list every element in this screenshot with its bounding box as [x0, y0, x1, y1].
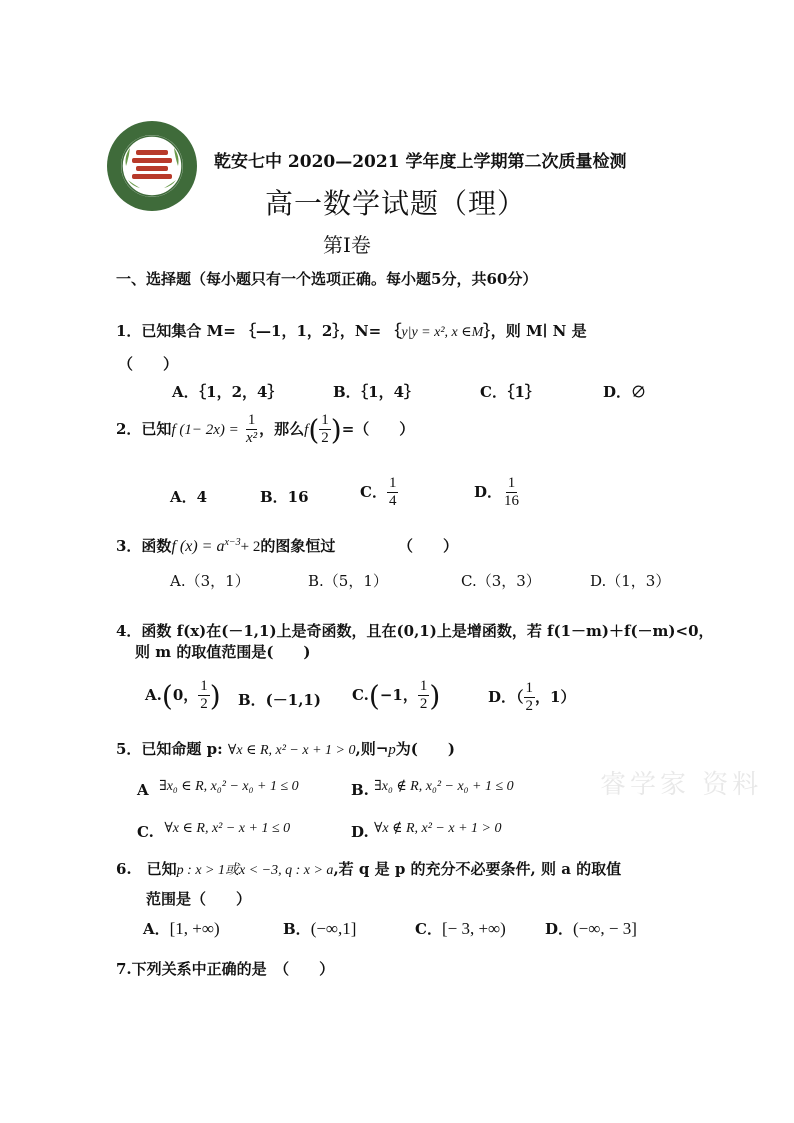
q2-option-c-frac: [387, 475, 399, 511]
q1-option-c: C．｛1｝: [480, 383, 540, 401]
q4-d-label: D．（: [488, 687, 524, 706]
q3-plus: + 2: [240, 539, 261, 555]
q4-c-paren-r: ): [429, 679, 441, 713]
school-logo-icon: [106, 120, 198, 212]
q5-math: ∀x ∈ R, x² − x + 1 > 0: [227, 743, 356, 758]
q5-stem-a: 5．已知命题 p:: [116, 740, 223, 758]
q3-stem-b: 的图象恒过: [260, 537, 336, 555]
q1-set: y|y = x², x ∈M: [401, 325, 484, 340]
question-6-line2: 范围是（ ）: [146, 890, 252, 908]
q6-b-label: B．: [283, 920, 311, 938]
q5-d-math: ∀x ∉ R, x² − x + 1 > 0: [373, 821, 502, 836]
q2-c-den: 4: [388, 493, 397, 510]
question-4-line2: 则 m 的取值范围是( ): [135, 643, 311, 661]
q1-option-a: A．｛1，2，4｝: [172, 383, 283, 401]
question-3-stem: [116, 535, 335, 556]
watermark: 睿学家 资料: [600, 770, 763, 800]
q6-option-b: [283, 918, 356, 939]
school-exam-title: 乾安七中 2020—2021 学年度上学期第二次质量检测: [214, 152, 627, 172]
exam-title: 高一数学试题（理）: [265, 187, 527, 220]
q3-stem-a: 3．函数: [116, 537, 172, 555]
q2-d-den: 16: [504, 493, 520, 510]
q5-c-label: C.: [137, 823, 154, 841]
q4-c-frac: [418, 678, 430, 714]
q1-option-b: B．｛1，4｝: [333, 383, 420, 401]
q2-half-den: 2: [321, 430, 329, 447]
q1-option-d: D．∅: [603, 383, 647, 401]
q3-option-a: A.（3，1）: [170, 572, 250, 590]
q2-option-d: [474, 475, 521, 511]
q2-c-num: 1: [387, 475, 399, 493]
q3-paren: （ ）: [398, 537, 459, 555]
q2-stem-a: 2．已知: [116, 419, 172, 438]
q4-option-b: B．(－1,1): [238, 691, 321, 709]
q6-stem-b: ,若 q 是 p 的充分不必要条件, 则 a 的取值: [333, 860, 622, 878]
q4-option-d: [488, 680, 575, 716]
q4-a-den: 2: [200, 696, 208, 713]
q5-option-b: [351, 776, 514, 799]
q2-option-c-label: C．: [360, 482, 387, 501]
q1-stem-b: ｝，则 M∣ N 是: [483, 322, 587, 340]
q5-stem-b: ,则¬: [355, 740, 389, 758]
q5-stem-c: 为( ): [395, 740, 455, 758]
q6-option-c: [415, 918, 506, 939]
q1-paren: （ ）: [118, 355, 179, 373]
q5-p: p: [388, 742, 396, 758]
q5-d-label: D.: [351, 823, 369, 841]
q3-fx: f (x) = a: [171, 538, 225, 555]
question-4-line1: 4．函数 f(x)在(－1,1)上是奇函数，且在(0,1)上是增函数，若 f(1－m)＋f(－m)<0，: [116, 622, 714, 640]
q2-stem-b: ，那么: [259, 419, 305, 438]
q2-half-num: 1: [319, 412, 331, 430]
q2-frac-num: 1: [246, 412, 258, 430]
q6-d-label: D．: [545, 920, 574, 938]
q4-a-paren-r: ): [209, 679, 221, 713]
volume-label: 第Ⅰ卷: [323, 233, 371, 257]
q2-half: [319, 412, 331, 448]
school-logo: [106, 120, 198, 212]
q3-option-d: D.（1，3）: [590, 572, 671, 590]
q5-a-label: A: [137, 781, 149, 799]
q2-option-a: A．4: [170, 488, 208, 506]
q5-a-math: ∃x₀ ∈ R, x₀² − x₀ + 1 ≤ 0: [159, 779, 299, 794]
q2-stem-c: =（ ）: [341, 419, 415, 438]
q5-option-d: [351, 818, 502, 841]
q4-option-a: [145, 678, 221, 714]
q5-c-math: ∀x ∈ R, x² − x + 1 ≤ 0: [164, 821, 291, 836]
q1-stem-a: 1．已知集合 M= ｛—1，1，2｝，N= ｛: [116, 322, 402, 340]
q5-option-a: [137, 776, 299, 799]
question-1-stem: [116, 320, 587, 341]
q2-option-d-label: D．: [474, 482, 503, 501]
q5-b-math: ∃x₀ ∉ R, x₀² − x₀ + 1 ≤ 0: [374, 779, 514, 794]
q6-b-math: (−∞,1]: [310, 919, 357, 938]
q3-option-c: C.（3，3）: [461, 572, 541, 590]
q2-right-paren: ): [330, 413, 342, 447]
q2-f: f: [304, 421, 309, 438]
q6-a-math: [1, +∞): [169, 919, 220, 938]
q4-d-den: 2: [525, 698, 534, 715]
question-5-stem: [116, 738, 455, 759]
q4-a-num: 1: [198, 678, 210, 696]
q6-option-d: [545, 918, 637, 939]
q3-option-b: B.（5，1）: [308, 572, 388, 590]
q6-c-label: C．: [415, 920, 442, 938]
q4-c-num: 1: [418, 678, 430, 696]
q3-exp: x−3: [224, 537, 241, 548]
q4-c-paren-l: (: [368, 679, 380, 713]
q2-left-paren: (: [308, 413, 320, 447]
q6-stem-a: 6. 已知: [116, 860, 177, 878]
q2-fraction: [244, 412, 259, 448]
q6-math: p : x > 1或x < −3, q : x > a: [176, 863, 334, 878]
q4-c-den: 2: [419, 696, 428, 713]
q4-a-paren-l: (: [161, 679, 173, 713]
q4-a-body: 0，: [172, 685, 199, 704]
q2-frac-den: x²: [245, 430, 258, 447]
q6-a-label: A．: [143, 920, 170, 938]
q4-a-frac: [198, 678, 210, 714]
question-7-stem: 7.下列关系中正确的是 （ ）: [116, 960, 335, 978]
q4-d-tail: ，1）: [535, 687, 576, 706]
section-heading: 一、选择题（每小题只有一个选项正确。每小题5分，共60分）: [116, 270, 538, 288]
question-6-stem: [116, 858, 621, 879]
q2-option-b: B．16: [260, 488, 309, 506]
question-2-stem: [116, 412, 414, 448]
q2-option-c: [360, 475, 398, 511]
q6-d-math: (−∞, − 3]: [573, 919, 637, 938]
q4-d-frac: [524, 680, 536, 716]
q4-a-label: A.: [145, 685, 162, 704]
q2-option-d-frac: [502, 475, 521, 511]
q2-fx: f (1− 2x) =: [171, 421, 239, 438]
q5-option-c: [137, 818, 291, 841]
q4-d-num: 1: [524, 680, 536, 698]
q4-option-c: [352, 678, 440, 714]
q6-option-a: [143, 918, 220, 939]
q6-c-math: [− 3, +∞): [441, 919, 506, 938]
q2-d-num: 1: [506, 475, 518, 493]
q4-c-body: −1，: [379, 685, 418, 704]
q4-c-label: C.: [352, 685, 369, 704]
q5-b-label: B.: [351, 781, 369, 799]
